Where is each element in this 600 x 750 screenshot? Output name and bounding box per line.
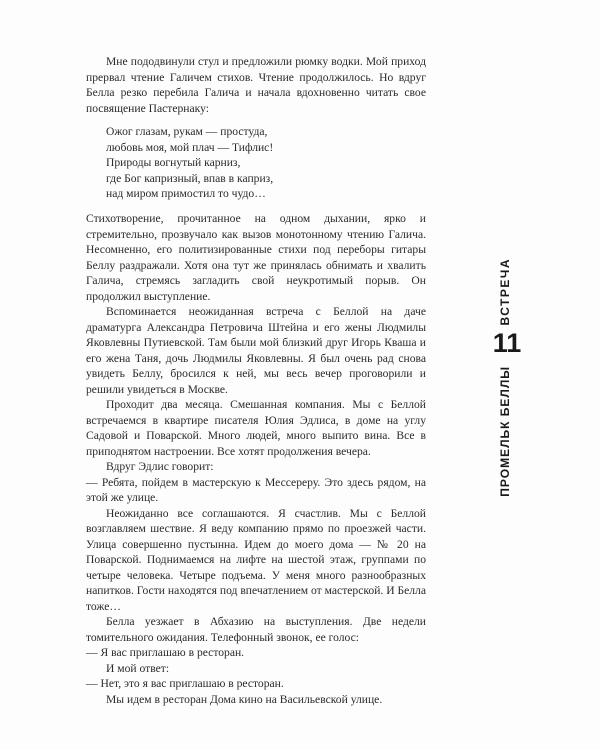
paragraph: Вдруг Эдлис говорит: — [106, 460, 214, 473]
poem-line: над миром примостил то чудо… — [106, 187, 266, 200]
paragraph: Вспоминается неожиданная встреча с Беллой на даче драматурга Александра Петровича Штейна и его жены Людмилы Яковлевны Путиевской. Там были мой близкий друг Игорь Кваша и его жена Таня, дочь Людмилы Яковлевны. Я был очень рад снова увидеть Беллу, бросился к ней, мы весь вечер проговорили и решили увидеться в Москве. — [86, 305, 426, 396]
paragraph: Мне пододвинули стул и предложили рюмку водки. Мой приход прервал чтение Галичем стихов. Чтение продолжилось. Но вдруг Белла резко перебила Галича и начала вдохновенно читать свое посвящение Пастернаку: — [86, 55, 426, 115]
paragraph: Неожиданно все соглашаются. Я счастлив. Мы с Беллой возглавляем шествие. Я веду компанию прямо по проезжей части. Улица совершенно пустынна. Идем до моего дома — № 20 на Поварской. Поднимаемся на лифте на шестой этаж, группами по четыре человека. Четыре подъема. У меня много разнообразных напитков. Гости находятся под впечатлением от мастерской. И Белла тоже… — [86, 506, 426, 613]
paragraph: — Ребята, пойдем в мастерскую к Мессереру. Это здесь рядом, на этой же улице. — [86, 475, 426, 504]
chapter-number: 11 — [492, 328, 522, 358]
poem-line: Ожог глазам, рукам — простуда, — [106, 125, 268, 138]
paragraph: Стихотворение, прочитанное на одном дыхании, ярко и стремительно, прозвучало как вызов монотонному чтению Галича. Несомненно, его политизированные стихи под переборы гитары Беллу раздражали. Хотя она тут же принялась обнимать и хвалить Галича, стремясь загладить свой неукротимый порыв. Он продолжил выступление. — [86, 212, 426, 303]
poem — [106, 124, 406, 202]
paragraph: Белла уезжает в Абхазию на выступления. Две недели томительного ожидания. Телефонный звонок, ее голос: — [86, 615, 426, 644]
paragraph: Проходит два месяца. Смешанная компания. Мы с Беллой встречаемся в квартире писателя Юлия Эдлиса, в доме на углу Садовой и Поварской. Много людей, много выпито вина. Все в приподнятом настроении. Все хотят продолжения вечера. — [86, 398, 426, 458]
paragraph: — Я вас приглашаю в ресторан. — [86, 646, 245, 659]
poem-line: Природы вогнутый карниз, — [106, 156, 241, 169]
paragraph: И мой ответ: — [106, 661, 170, 675]
paragraph: Мы идем в ресторан Дома кино на Васильевской улице. — [106, 692, 383, 706]
text-block-main — [86, 211, 426, 707]
poem-line: где Бог капризный, впав в каприз, — [106, 171, 274, 185]
text-block-top — [86, 54, 426, 116]
poem-line: любовь моя, мой плач — Тифлис! — [106, 140, 274, 154]
paragraph: — Нет, это я вас приглашаю в ресторан. — [86, 677, 284, 690]
section-title: ВСТРЕЧА — [498, 258, 512, 326]
book-title: ПРОМЕЛЬК БЕЛЛЫ — [498, 366, 512, 497]
sidebar-running-head — [475, 250, 535, 500]
